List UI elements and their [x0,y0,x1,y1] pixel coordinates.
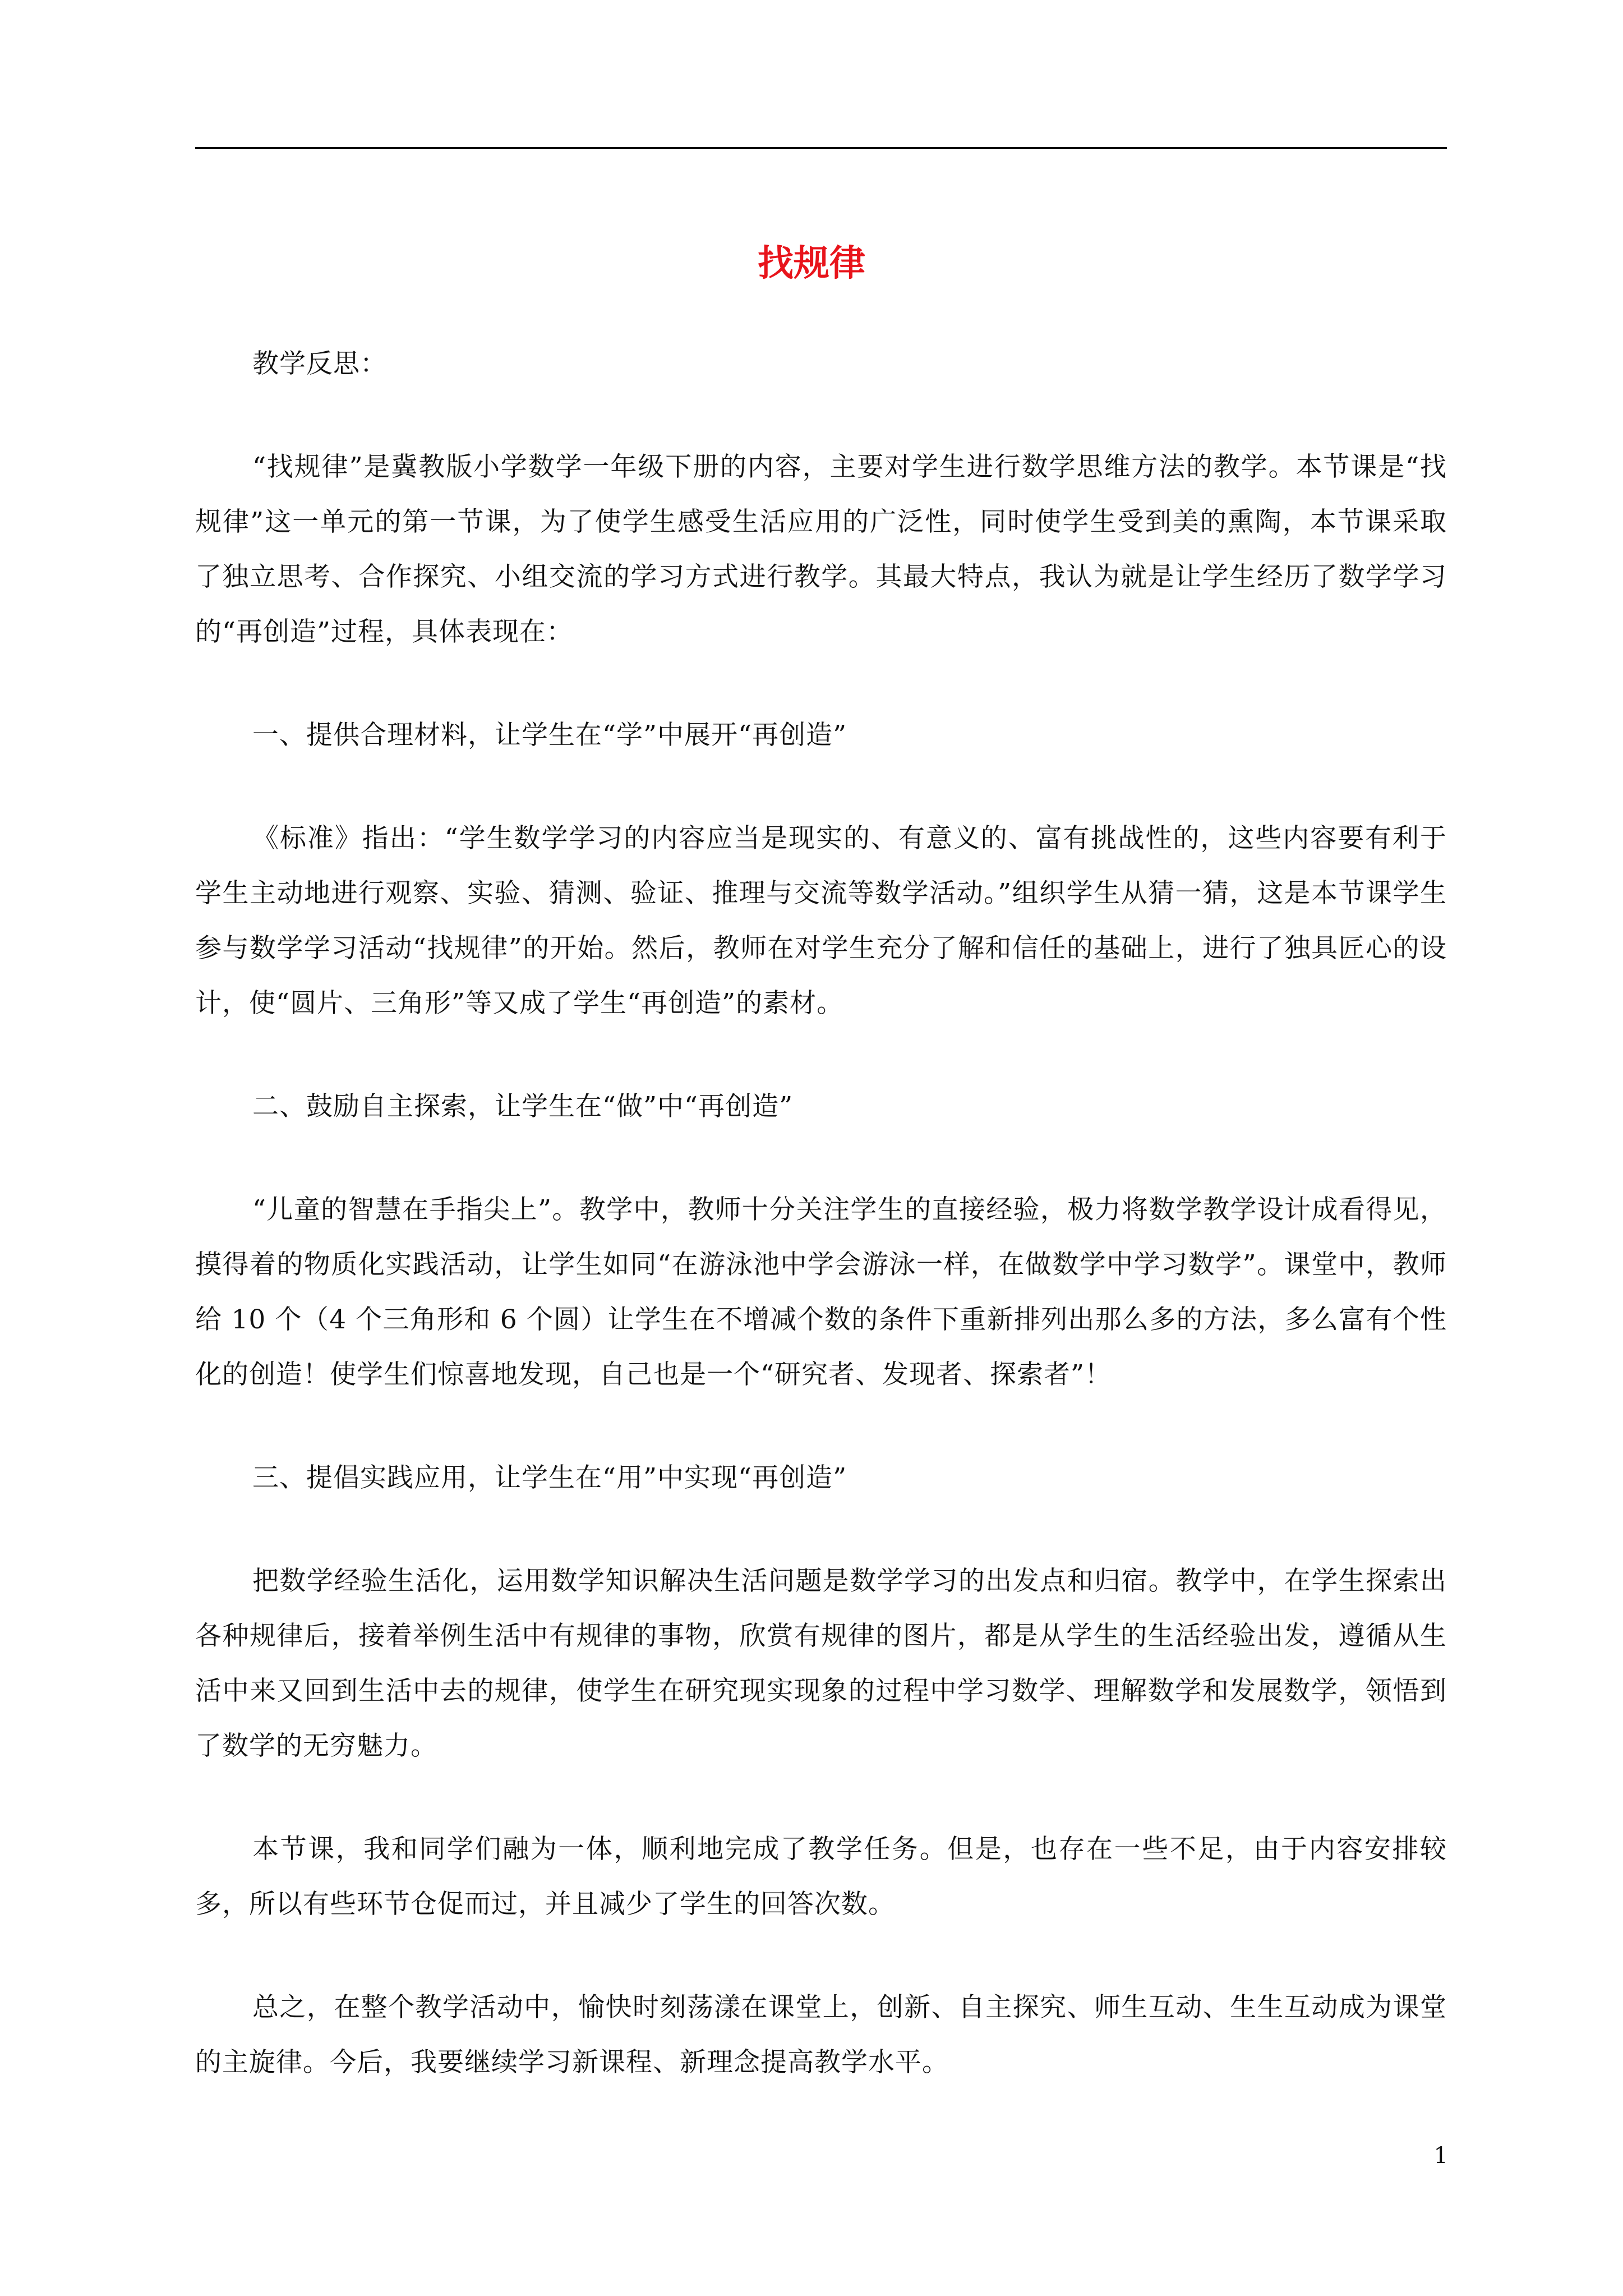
paragraph-practice: “儿童的智慧在手指尖上”。教学中，教师十分关注学生的直接经验，极力将数学教学设计成看得见，摸得着的物质化实践活动，让学生如同“在游泳池中学会游泳一样，在做数学中学习数学”。课堂中，教师给 10 个（4 个三角形和 6 个圆）让学生在不增减个数的条件下重新排列出那么多的方法，多么富有个性化的创造！使学生们惊喜地发现，自己也是一个“研究者、发现者、探索者”！ [195,1194,1447,1390]
document-body [195,337,1447,2138]
section-heading-2: 二、鼓励自主探索，让学生在“做”中“再创造” [252,1091,794,1122]
paragraph-intro: “找规律”是冀教版小学数学一年级下册的内容，主要对学生进行数学思维方法的教学。本节课是“找规律”这一单元的第一节课，为了使学生感受生活应用的广泛性，同时使学生受到美的熏陶，本节课采取了独立思考、合作探究、小组交流的学习方式进行教学。其最大特点，我认为就是让学生经历了数学学习的“再创造”过程，具体表现在： [195,452,1447,647]
paragraph-application: 把数学经验生活化，运用数学知识解决生活问题是数学学习的出发点和归宿。教学中，在学生探索出各种规律后，接着举例生活中有规律的事物，欣赏有规律的图片，都是从学生的生活经验出发，遵循从生活中来又回到生活中去的规律，使学生在研究现实现象的过程中学习数学、理解数学和发展数学，领悟到了数学的无穷魅力。 [195,1566,1447,1761]
page-number: 1 [1433,2143,1448,2169]
paragraph-standard: 《标准》指出：“学生数学学习的内容应当是现实的、有意义的、富有挑战性的，这些内容要有利于学生主动地进行观察、实验、猜测、验证、推理与交流等数学活动。”组织学生从猜一猜，这是本节课学生参与数学学习活动“找规律”的开始。然后，教师在对学生充分了解和信任的基础上，进行了独具匠心的设计，使“圆片、三角形”等又成了学生“再创造”的素材。 [195,823,1447,1019]
document-title: 找规律 [758,242,865,284]
paragraph-conclusion: 总之，在整个教学活动中，愉快时刻荡漾在课堂上，创新、自主探究、师生互动、生生互动成为课堂的主旋律。今后，我要继续学习新课程、新理念提高教学水平。 [195,1992,1447,2078]
section-label-reflection: 教学反思： [252,348,387,379]
section-heading-1: 一、提供合理材料，让学生在“学”中展开“再创造” [252,720,847,751]
paragraph-shortcomings: 本节课，我和同学们融为一体，顺利地完成了教学任务。但是，也存在一些不足，由于内容安排较多，所以有些环节仓促而过，并且减少了学生的回答次数。 [195,1834,1447,1920]
header-rule [195,147,1447,149]
section-heading-3: 三、提倡实践应用，让学生在“用”中实现“再创造” [252,1462,847,1493]
